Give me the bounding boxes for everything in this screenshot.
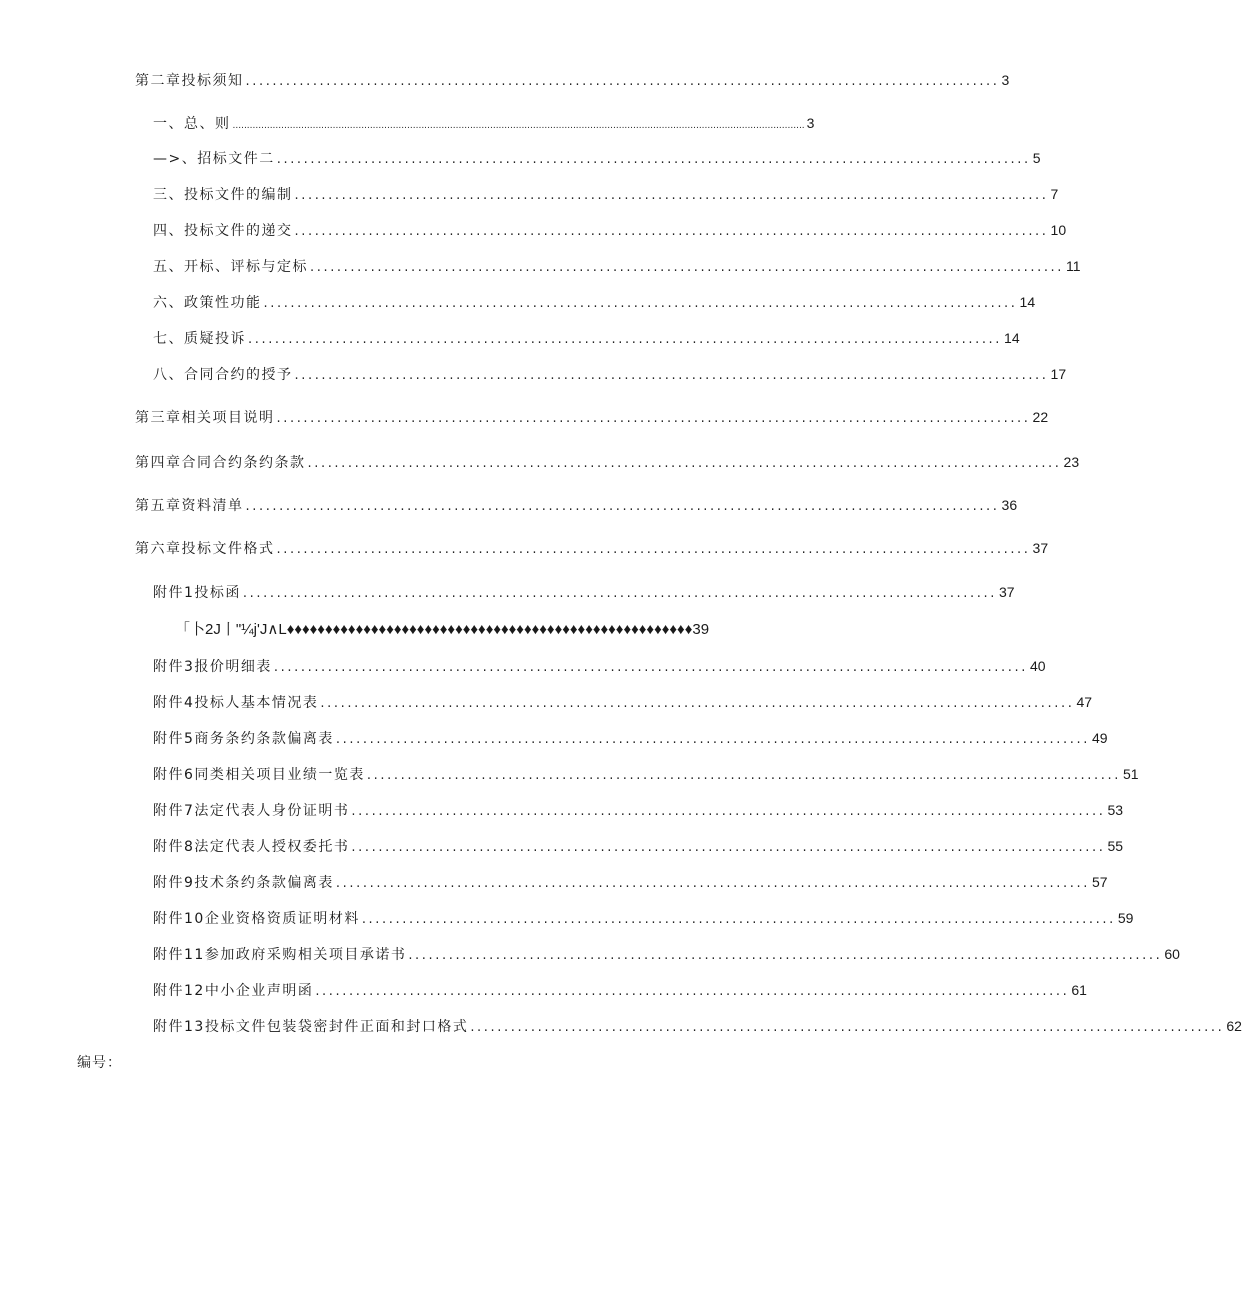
toc-leader-dots: ................................................................................................................ xyxy=(273,660,1028,675)
toc-entry-page: 40 xyxy=(1029,658,1046,674)
toc-entry-title: 六、政策性功能 xyxy=(153,295,262,311)
toc-entry-page: 61 xyxy=(1071,982,1087,998)
toc-entry-title: 附件3报价明细表 xyxy=(153,659,272,675)
toc-leader-dots: ................................................................................................................ xyxy=(320,696,1075,711)
toc-leader-dots: ................................................................................................................ xyxy=(351,840,1106,855)
toc-entry[interactable] xyxy=(153,219,1067,241)
toc-leader-dots: ................................................................................................................ xyxy=(245,74,1000,89)
toc-entry-page: 62 xyxy=(1226,1018,1242,1034)
toc-entry-title: 七、质疑投诉 xyxy=(153,331,246,347)
toc-entry[interactable] xyxy=(135,451,1080,473)
toc-entry-title: 附件11参加政府采购相关项目承诺书 xyxy=(153,947,407,963)
toc-leader-dots: ................................................................................................................ xyxy=(361,912,1116,927)
toc-leader-dots: ........................................................................................................................................................................................................ xyxy=(232,121,805,131)
toc-entry[interactable] xyxy=(153,907,1134,929)
toc-entry[interactable] xyxy=(153,363,1067,385)
toc-entry-page: 17 xyxy=(1050,366,1067,382)
toc-entry-title: 第二章投标须知 xyxy=(135,73,244,89)
toc-entry[interactable] xyxy=(153,655,1046,677)
toc-entry[interactable] xyxy=(153,291,1036,313)
toc-entry-title: 附件4投标人基本情况表 xyxy=(153,695,319,711)
toc-leader-dots: ................................................................................................................ xyxy=(307,456,1062,471)
document-number-label: 编号： xyxy=(77,1055,122,1071)
toc-entry-title: 附件9技术条约条款偏离表 xyxy=(153,875,334,891)
toc-entry-title: 附件1投标函 xyxy=(153,585,241,601)
toc-entry-page: 10 xyxy=(1050,222,1067,238)
toc-entry-page: 57 xyxy=(1091,874,1108,890)
toc-entry-title: 第四章合同合约条约条款 xyxy=(135,455,306,471)
toc-entry-page: 55 xyxy=(1107,838,1124,854)
toc-entry-page: 3 xyxy=(806,115,815,131)
toc-leader-dots: ................................................................................................................ xyxy=(263,296,1018,311)
toc-entry-page: 5 xyxy=(1032,150,1041,166)
toc-entry[interactable] xyxy=(135,494,1018,516)
toc-entry[interactable] xyxy=(153,327,1020,349)
toc-entry-page: 7 xyxy=(1050,186,1059,202)
toc-entry-title: 第六章投标文件格式 xyxy=(135,541,275,557)
toc-entry[interactable] xyxy=(153,763,1139,785)
toc-entry-title: 一、总、则 xyxy=(153,116,231,132)
toc-entry-page: 23 xyxy=(1063,454,1080,470)
toc-entry-title: 五、开标、评标与定标 xyxy=(153,259,308,275)
toc-entry[interactable] xyxy=(153,799,1124,821)
toc-entry[interactable] xyxy=(153,943,1180,965)
toc-entry-page: 3 xyxy=(1001,72,1010,88)
toc-entry[interactable] xyxy=(153,1015,1242,1037)
toc-entry[interactable] xyxy=(153,979,1087,1001)
toc-entry[interactable] xyxy=(135,537,1049,559)
toc-leader-dots: ................................................................................................................ xyxy=(335,732,1090,747)
toc-entry[interactable] xyxy=(153,112,815,134)
toc-leader-dots: ................................................................................................................ xyxy=(248,332,1003,347)
toc-entry-title: 附件8法定代表人授权委托书 xyxy=(153,839,350,855)
toc-entry-title: 八、合同合约的授予 xyxy=(153,367,293,383)
toc-entry[interactable] xyxy=(153,727,1108,749)
toc-leader-dots: ................................................................................................................ xyxy=(245,499,1000,514)
toc-leader-dots: ................................................................................................................ xyxy=(242,586,997,601)
toc-entry-page: 37 xyxy=(1032,540,1049,556)
toc-entry-page: 36 xyxy=(1001,497,1018,513)
toc-entry[interactable] xyxy=(135,406,1049,428)
toc-entry-title: 附件12中小企业声明函 xyxy=(153,983,314,999)
toc-entry-title: 附件7法定代表人身份证明书 xyxy=(153,803,350,819)
toc-leader-dots: ................................................................................................................ xyxy=(335,876,1090,891)
toc-entry-title: 三、投标文件的编制 xyxy=(153,187,293,203)
toc-entry-title: 附件10企业资格资质证明材料 xyxy=(153,911,360,927)
toc-entry[interactable] xyxy=(135,69,1010,91)
toc-leader-dots: ................................................................................................................ xyxy=(351,804,1106,819)
toc-entry-title: 四、投标文件的递交 xyxy=(153,223,293,239)
toc-leader-dots: ................................................................................................................ xyxy=(276,542,1031,557)
toc-entry-page: 22 xyxy=(1032,409,1049,425)
toc-entry-page: 53 xyxy=(1107,802,1124,818)
toc-entry-page: 14 xyxy=(1004,330,1020,346)
toc-entry[interactable] xyxy=(153,183,1059,205)
toc-entry-page: 60 xyxy=(1164,946,1180,962)
toc-leader-dots: ................................................................................................................ xyxy=(294,224,1049,239)
toc-entry-page: 14 xyxy=(1019,294,1036,310)
toc-entry-page: 11 xyxy=(1066,258,1081,274)
garbled-toc-entry: 「卜2J丨"¼j'J∧L♦♦♦♦♦♦♦♦♦♦♦♦♦♦♦♦♦♦♦♦♦♦♦♦♦♦♦♦♦♦♦♦♦♦♦♦♦♦♦♦♦♦♦♦♦♦♦♦♦♦♦♦♦39 xyxy=(175,621,710,638)
toc-entry-page: 47 xyxy=(1076,694,1093,710)
toc-leader-dots: ................................................................................................................ xyxy=(294,188,1049,203)
toc-leader-dots: ................................................................................................................ xyxy=(470,1020,1225,1035)
toc-entry-title: 附件5商务条约条款偏离表 xyxy=(153,731,334,747)
toc-entry[interactable] xyxy=(153,581,1015,603)
toc-entry[interactable] xyxy=(153,691,1093,713)
toc-entry-title: 第三章相关项目说明 xyxy=(135,410,275,426)
toc-entry-title: —>、招标文件二 xyxy=(153,151,275,167)
toc-entry-title: 附件13投标文件包装袋密封件正面和封口格式 xyxy=(153,1019,469,1035)
toc-entry-title: 第五章资料清单 xyxy=(135,498,244,514)
toc-entry-page: 49 xyxy=(1091,730,1108,746)
toc-leader-dots: ................................................................................................................ xyxy=(276,152,1031,167)
toc-entry-title: 附件6同类相关项目业绩一览表 xyxy=(153,767,365,783)
toc-entry[interactable] xyxy=(153,147,1041,169)
toc-entry[interactable] xyxy=(153,871,1108,893)
toc-leader-dots: ................................................................................................................ xyxy=(366,768,1121,783)
toc-entry-page: 51 xyxy=(1122,766,1139,782)
toc-entry-page: 37 xyxy=(998,584,1015,600)
toc-entry-page: 59 xyxy=(1117,910,1134,926)
toc-leader-dots: ................................................................................................................ xyxy=(310,260,1065,275)
toc-entry[interactable] xyxy=(153,835,1124,857)
toc-leader-dots: ................................................................................................................ xyxy=(408,948,1163,963)
toc-entry[interactable] xyxy=(153,255,1081,277)
toc-leader-dots: ................................................................................................................ xyxy=(276,411,1031,426)
toc-leader-dots: ................................................................................................................ xyxy=(315,984,1070,999)
toc-leader-dots: ................................................................................................................ xyxy=(294,368,1049,383)
